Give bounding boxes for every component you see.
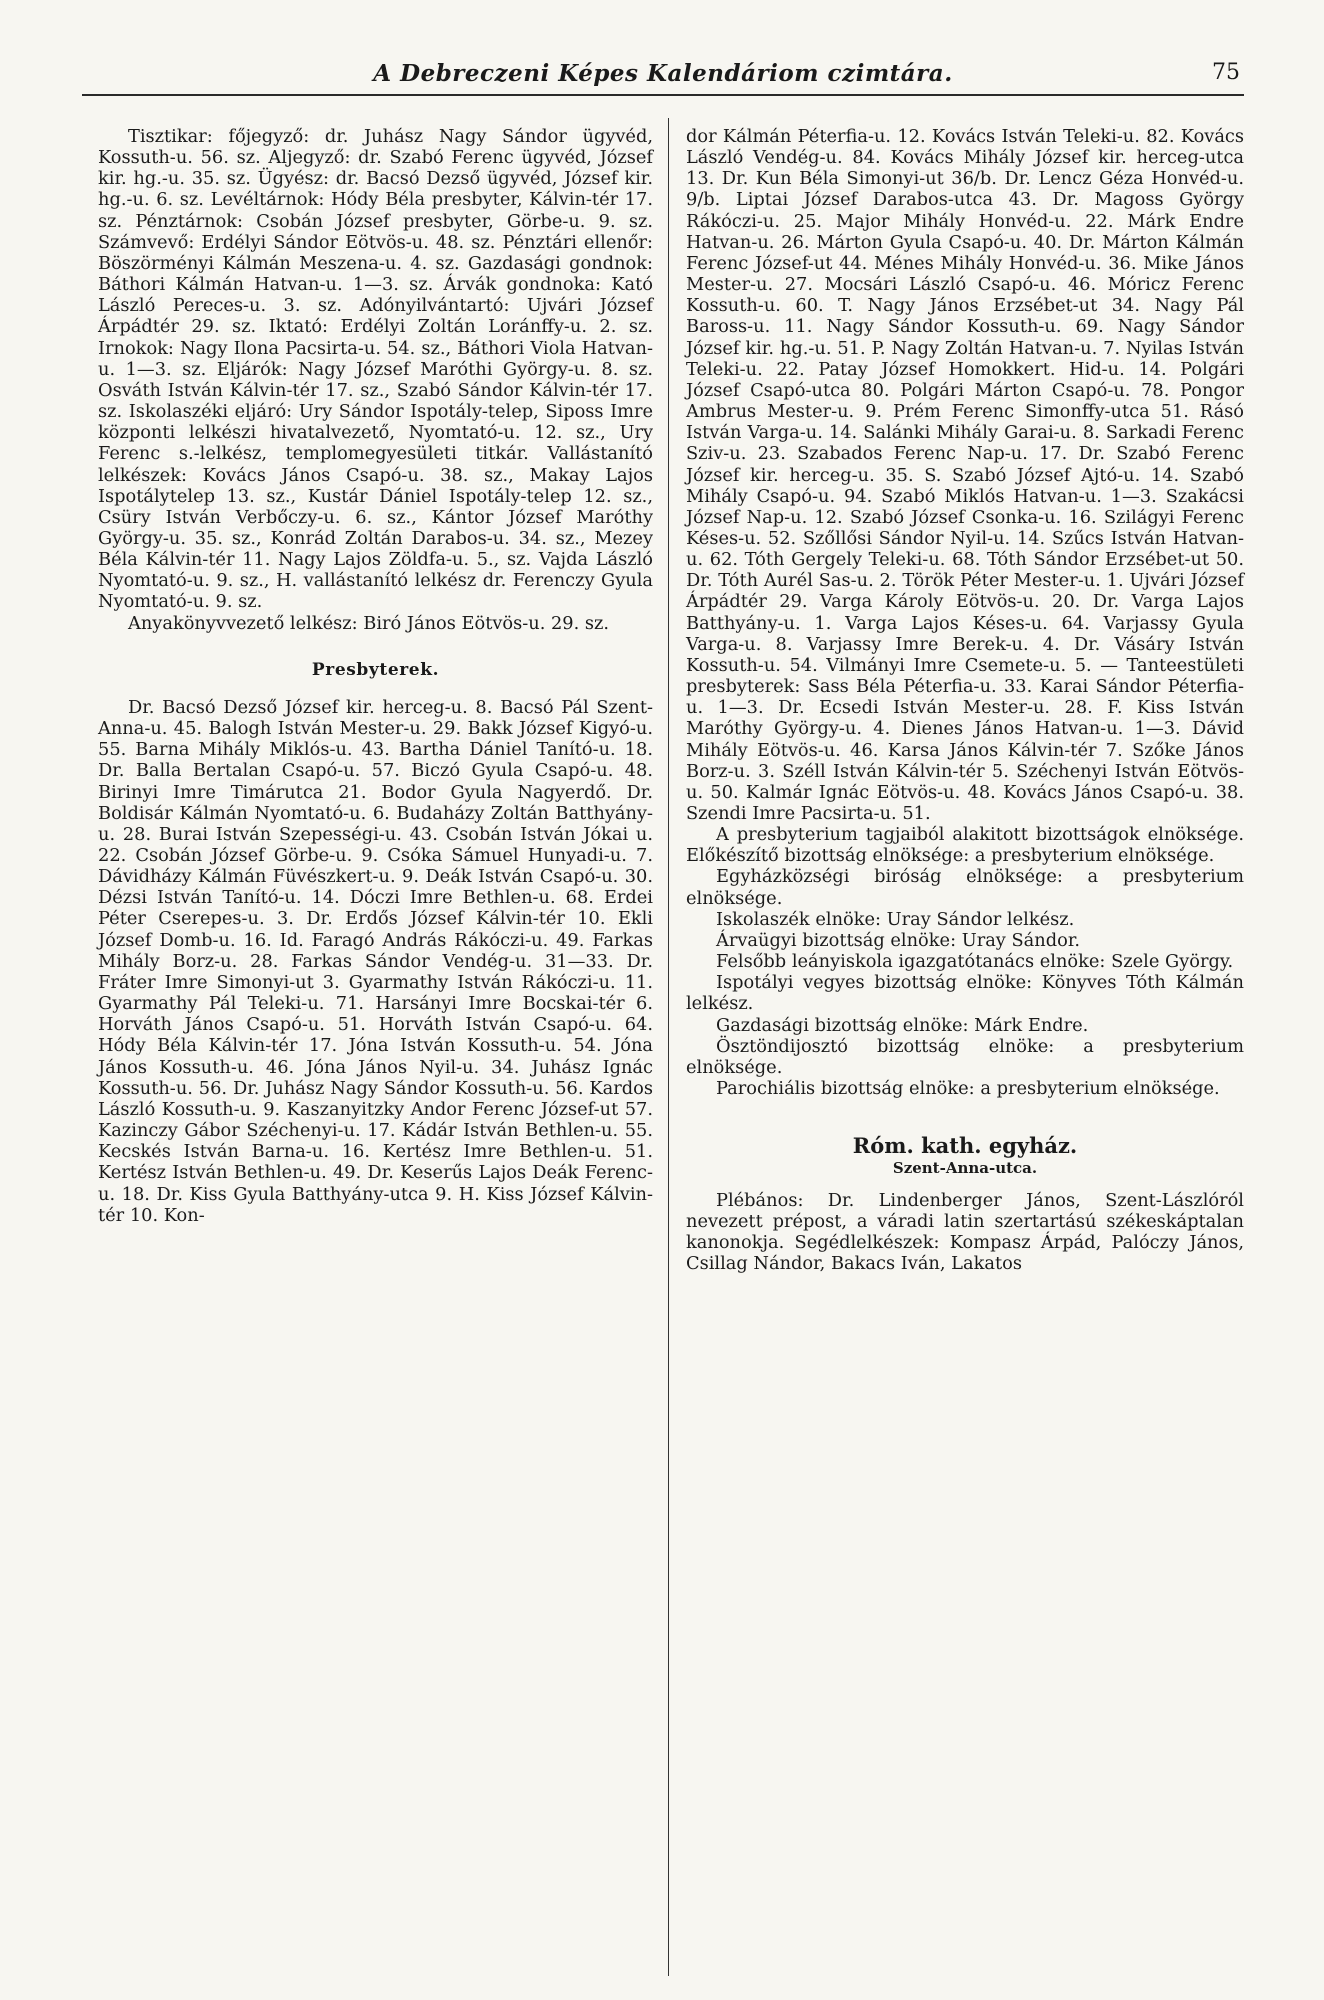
presbyters-continued-paragraph: dor Kálmán Péterfia-u. 12. Kovács István Teleki-u. 82. Kovács László Vendég-u. 84. Kovács Mihály József kir. herceg-utca 13. Dr. Kun Béla Simonyi-ut 36/b. Dr. Lencz Géza Honvéd-u. 9/b. Liptai József Darabos-utca 43. Dr. Magoss György Rákóczi-u. 25. Major Mihály Honvéd-u. 22. Márk Endre Hatvan-u. 26. Márton Gyula Csapó-u. 40. Dr. Márton Kálmán Ferenc József-ut 44. Ménes Mihály Honvéd-u. 36. Mike János Mester-u. 27. Mocsári László Csapó-u. 46. Móricz Ferenc Kossuth-u. 60. T. Nagy János Erzsébet-ut 34. Nagy Pál Baross-u. 11. Nagy Sándor Kossuth-u. 69. Nagy Sándor József kir. hg.-u. 51. P. Nagy Zoltán Hatvan-u. 7. Nyilas István Teleki-u. 22. Patay József Homokkert. Hid-u. 14. Polgári József Csapó-utca 80. Polgári Márton Csapó-u. 78. Pongor Ambrus Mester-u. 9. Prém Ferenc Simonffy-utca 51. Rásó István Varga-u. 14. Salánki Mihály Garai-u. 8. Sarkadi Ferenc Sziv-u. 23. Szabados Ferenc Nap-u. 17. Dr. Szabó Ferenc József kir. herceg-u. 35. S. Szabó József Ajtó-u. 14. Szabó Mihály Csapó-u. 94. Szabó Miklós Hatvan-u. 1—3. Szakácsi József Nap-u. 12. Szabó József Csonka-u. 16. Szilágyi Ferenc Késes-u. 52. Szőllősi Sándor Nyil-u. 14. Szűcs István Hatvan-u. 62. Tóth Gergely Teleki-u. 68. Tóth Sándor Erzsébet-ut 50. Dr. Tóth Aurél Sas-u. 2. Török Péter Mester-u. 1. Ujvári József Árpádtér 29. Varga Károly Eötvös-u. 20. Dr. Varga Lajos Batthyány-u. 1. Varga Lajos Késes-u. 64. Varjassy Gyula Varga-u. 8. Varjassy Imre Berek-u. 4. Dr. Vásáry István Kossuth-u. 54. Vilmányi Imre Csemete-u. 5. — Tanteestületi presbyterek: Sass Béla Péterfia-u. 33. Karai Sándor Péterfia-u. 1—3. Dr. Ecsedi István Mester-u. 28. F. Kiss István Maróthy György-u. 4. Dienes János Hatvan-u. 1—3. Dávid Mihály Eötvös-u. 46. Karsa János Kálvin-tér 7. Szőke János Borz-u. 3. Széll István Kálvin-tér 5. Széchenyi István Eötvös-u. 50. Kalmár Ignác Eötvös-u. 48. Kovács János Csapó-u. 38. Szendi Imre Pacsirta-u. 51. — [686, 126, 1244, 824]
header-title: A Debreczeni Képes Kalendáriom czimtára. — [373, 60, 953, 87]
page-number: 75 — [1212, 60, 1240, 85]
committee-item: A presbyterium tagjaiból alakitott bizottságok elnöksége. Előkészítő bizottság elnöksége: a presbyterium elnöksége. — [686, 824, 1244, 867]
committee-item: Ösztöndijosztó bizottság elnöke: a presbyterium elnöksége. — [686, 1035, 1244, 1078]
committee-item: Ispotályi vegyes bizottság elnöke: Könyves Tóth Kálmán lelkész. — [686, 972, 1244, 1015]
officials-paragraph: Tisztikar: főjegyző: dr. Juhász Nagy Sándor ügyvéd, Kossuth-u. 56. sz. Aljegyző: dr. Szabó Ferenc ügyvéd, József kir. hg.-u. 35. sz. Ügyész: dr. Bacsó Dezső ügyvéd, József kir. hg.-u. 6. sz. Levéltárnok: Hódy Béla presbyter, Kálvin-tér 17. sz. Pénztárnok: Csobán József presbyter, Görbe-u. 9. sz. Számvevő: Erdélyi Sándor Eötvös-u. 48. sz. Pénztári ellenőr: Böszörményi Kálmán Meszena-u. 4. sz. Gazdasági gondnok: Báthori Kálmán Hatvan-u. 1—3. sz. Árvák gondnoka: Kató László Pereces-u. 3. sz. Adónyilvántartó: Ujvári József Árpádtér 29. sz. Iktató: Erdélyi Zoltán Loránffy-u. 2. sz. Irnokok: Nagy Ilona Pacsirta-u. 54. sz., Báthori Viola Hatvan-u. 1—3. sz. Eljárók: Nagy József Maróthi György-u. 8. sz. Osváth István Kálvin-tér 17. sz., Szabó Sándor Kálvin-tér 17. sz. Iskolaszéki eljáró: Ury Sándor Ispotály-telep, Siposs Imre központi lelkészi hivatalvezető, Nyomtató-u. 12. sz., Ury Ferenc s.-lelkész, templomegyesületi titkár. Vallástanító lelkészek: Kovács János Csapó-u. 38. sz., Makay Lajos Ispotálytelep 13. sz., Kustár Dániel Ispotály-telep 12. sz., Csüry István Verbőczy-u. 6. sz., Kántor József Maróthy György-u. 35. sz., Konrád Zoltán Darabos-u. 34. sz., Mezey Béla Kálvin-tér 11. Nagy Lajos Zöldfa-u. 5., sz. Vajda László Nyomtató-u. 9. sz., H. vallástanító lelkész dr. Ferenczy Gyula Nyomtató-u. 9. sz. — [98, 126, 653, 613]
presbyters-paragraph: Dr. Bacsó Dezső József kir. herceg-u. 8. Bacsó Pál Szent-Anna-u. 45. Balogh István Mester-u. 29. Bakk József Kigyó-u. 55. Barna Mihály Miklós-u. 43. Bartha Dániel Tanító-u. 18. Dr. Balla Bertalan Csapó-u. 57. Biczó Gyula Csapó-u. 48. Birinyi Imre Timárutca 21. Bodor Gyula Nagyerdő. Dr. Boldisár Kálmán Nyomtató-u. 6. Budaházy Zoltán Batthyány-u. 28. Burai István Szepességi-u. 43. Csobán István Jókai u. 22. Csobán József Görbe-u. 9. Csóka Sámuel Hunyadi-u. 7. Dávidházy Kálmán Füvészkert-u. 9. Deák István Csapó-u. 30. Dézsi István Tanító-u. 14. Dóczi Imre Bethlen-u. 68. Erdei Péter Cserepes-u. 3. Dr. Erdős József Kálvin-tér 10. Ekli József Domb-u. 16. Id. Faragó András Rákóczi-u. 49. Farkas Mihály Borz-u. 28. Farkas Sándor Vendég-u. 31—33. Dr. Fráter Imre Simonyi-ut 3. Gyarmathy István Rákóczi-u. 11. Gyarmathy Pál Teleki-u. 71. Harsányi Imre Bocskai-tér 6. Horváth János Csapó-u. 51. Horváth István Csapó-u. 64. Hódy Béla Kálvin-tér 17. Jóna István Kossuth-u. 54. Jóna János Kossuth-u. 46. Jóna János Nyil-u. 34. Juhász Ignác Kossuth-u. 56. Dr. Juhász Nagy Sándor Kossuth-u. 56. Kardos László Kossuth-u. 9. Kaszanyitzky Andor Ferenc József-ut 57. Kazinczy Gábor Széchenyi-u. 17. Kádár István Bethlen-u. 55. Kecskés István Barna-u. 16. Kertész Imre Bethlen-u. 51. Kertész István Bethlen-u. 49. Dr. Keserűs Lajos Deák Ferenc-u. 18. Dr. Kiss Gyula Batthyány-utca 9. H. Kiss József Kálvin-tér 10. Kon- — [98, 696, 653, 1226]
right-column — [686, 126, 1244, 1274]
catholic-church-paragraph: Plébános: Dr. Lindenberger János, Szent-Lászlóról nevezett prépost, a váradi latin szertartású székeskáptalan kanonokja. Segédlelkészek: Kompasz Árpád, Palóczy János, Csillag Nándor, Bakacs Iván, Lakatos — [686, 1189, 1244, 1274]
committee-item: Gazdasági bizottság elnöke: Márk Endre. — [716, 1014, 1089, 1036]
committee-item: Árvaügyi bizottság elnöke: Uray Sándor. — [716, 929, 1081, 951]
left-column — [98, 126, 653, 1226]
catholic-church-heading: Róm. kath. egyház. — [852, 1133, 1078, 1159]
presbyters-heading: Presbyterek. — [311, 659, 440, 680]
committee-item: Egyházközségi biróság elnöksége: a presbyterium elnöksége. — [686, 866, 1244, 909]
committee-item: Parochiális bizottság elnöke: a presbyterium elnöksége. — [716, 1078, 1220, 1100]
column-divider — [668, 118, 669, 1976]
catholic-church-address: Szent-Anna-utca. — [892, 1159, 1038, 1178]
registrar-paragraph: Anyakönyvvezető lelkész: Biró János Eötvös-u. 29. sz. — [128, 612, 610, 634]
committee-item: Iskolaszék elnöke: Uray Sándor lelkész. — [716, 908, 1075, 930]
page-header — [82, 54, 1244, 96]
committee-item: Felsőbb leányiskola igazgatótanács elnöke: Szele György. — [716, 951, 1234, 973]
